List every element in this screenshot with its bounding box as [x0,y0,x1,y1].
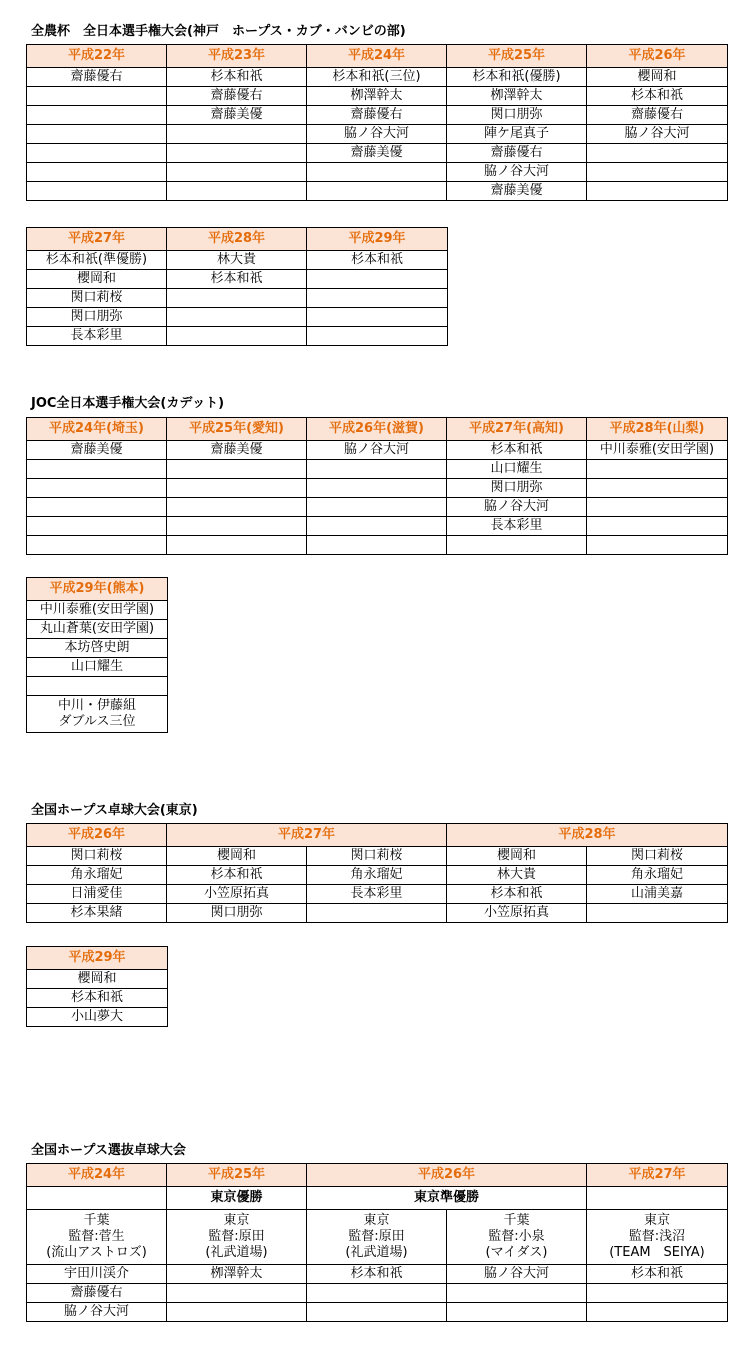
table-cell: 櫻岡和 [447,847,587,866]
table-cell: 杉本和祇 [167,68,307,87]
table-header-row [27,1164,728,1187]
table-cell: 櫻岡和 [167,847,307,866]
table-cell: 山浦美嘉 [587,885,728,904]
zennou-table-1 [26,44,728,201]
table-row [27,1303,728,1322]
table-row [27,677,168,696]
table-cell: 山口耀生 [27,658,168,677]
table-cell [27,87,167,106]
column-header: 平成25年 [447,45,587,68]
table-row [27,106,728,125]
table-cell: 関口朋弥 [447,106,587,125]
column-header: 平成29年(熊本) [27,578,168,601]
column-header: 平成27年 [587,1164,728,1187]
table-cell: 杉本和祇(三位) [307,68,447,87]
result-cell [587,1187,728,1210]
table-cell: 栁澤幹太 [307,87,447,106]
table-cell [307,1284,447,1303]
column-header: 平成26年 [307,1164,587,1187]
table-row [27,289,448,308]
table-cell: 小笠原拓真 [447,904,587,923]
table-cell [27,144,167,163]
table-cell: 本坊啓史朗 [27,639,168,658]
cell-line: ダブルス三位 [58,714,136,729]
table-cell [167,163,307,182]
table-cell: 杉本和祇 [307,1265,447,1284]
table-row [27,1265,728,1284]
joc-table-1 [26,417,728,555]
table-cell [587,144,728,163]
table-cell: 齋藤美優 [447,182,587,201]
table-row [27,182,728,201]
table-cell: 脇ノ谷大河 [447,498,587,517]
table-cell: 杉本和祇 [307,251,448,270]
table-cell [167,125,307,144]
table-row [27,658,168,677]
table-cell: 栁澤幹太 [447,87,587,106]
table-cell: 脇ノ谷大河 [27,1303,167,1322]
team-club: (流山アストロズ) [46,1245,147,1260]
table-cell [307,536,447,555]
column-header: 平成27年 [27,228,167,251]
team-club: (TEAM SEIYA) [609,1245,705,1260]
table-row [27,460,728,479]
table-cell [27,106,167,125]
result-cell: 東京準優勝 [307,1187,587,1210]
table-cell: 角永瑠妃 [587,866,728,885]
table-cell [167,289,307,308]
table-cell [587,536,728,555]
table-row [27,87,728,106]
table-cell: 小山夢大 [27,1008,168,1027]
table-cell [587,498,728,517]
table-cell [167,460,307,479]
table-row [27,270,448,289]
table-cell [447,1284,587,1303]
table-header-row [27,947,168,970]
table-cell [587,163,728,182]
table-cell [587,904,728,923]
table-row [27,847,728,866]
table-cell [587,517,728,536]
team-row [27,1210,728,1265]
table-header-row [27,824,728,847]
table-cell [167,144,307,163]
table-cell: 齋藤美優 [27,441,167,460]
team-pref: 千葉 [503,1213,530,1228]
column-header: 平成29年 [307,228,448,251]
table-row [27,866,728,885]
table-row [27,68,728,87]
table-row [27,251,448,270]
team-pref: 東京 [643,1213,670,1228]
result-cell: 東京優勝 [167,1187,307,1210]
table-row [27,498,728,517]
column-header: 平成27年(高知) [447,418,587,441]
table-cell [307,517,447,536]
team-pref: 東京 [223,1213,250,1228]
table-cell [27,517,167,536]
column-header: 平成29年 [27,947,168,970]
table-cell: 関口莉桜 [27,289,167,308]
table-cell [167,479,307,498]
table-row [27,601,168,620]
column-header: 平成25年 [167,1164,307,1187]
table-row [27,125,728,144]
zennou-table-2 [26,227,448,346]
table-cell: 中川泰雅(安田学園) [587,441,728,460]
table-cell [27,163,167,182]
table-cell: 杉本和祇(準優勝) [27,251,167,270]
table-cell [27,182,167,201]
table-cell: 脇ノ谷大河 [587,125,728,144]
table-cell: 齋藤優右 [167,87,307,106]
team-cell [587,1210,728,1265]
section-title-joc: JOC全日本選手権大会(カデット) [31,396,225,411]
section-title-senbatsu: 全国ホープス選抜卓球大会 [31,1143,186,1158]
team-cell [307,1210,447,1265]
table-cell: 齋藤美優 [167,106,307,125]
table-cell: 中川泰雅(安田学園) [27,601,168,620]
table-header-row [27,578,168,601]
table-cell: 杉本和祇 [167,270,307,289]
table-cell [447,536,587,555]
table-cell: 杉本和祇 [587,1265,728,1284]
table-cell [167,536,307,555]
column-header: 平成27年 [167,824,447,847]
table-cell [587,479,728,498]
table-cell [27,696,168,733]
table-cell: 関口莉桜 [307,847,447,866]
table-cell: 関口朋弥 [27,308,167,327]
team-coach: 監督:原田 [348,1229,405,1244]
table-cell [307,327,448,346]
team-club: (マイダス) [485,1245,548,1260]
table-cell [307,270,448,289]
table-row [27,989,168,1008]
table-cell [167,182,307,201]
table-row [27,517,728,536]
table-row [27,885,728,904]
team-club: (礼武道場) [205,1245,268,1260]
team-coach: 監督:小泉 [488,1229,545,1244]
table-cell: 丸山蒼葉(安田学園) [27,620,168,639]
team-cell [167,1210,307,1265]
table-cell: 櫻岡和 [587,68,728,87]
table-cell: 長本彩里 [27,327,167,346]
table-cell: 杉本和祇 [587,87,728,106]
table-cell: 山口耀生 [447,460,587,479]
table-cell [307,182,447,201]
table-cell: 角永瑠妃 [27,866,167,885]
table-cell [587,1284,728,1303]
table-cell: 林大貴 [447,866,587,885]
table-cell: 櫻岡和 [27,970,168,989]
column-header: 平成28年 [167,228,307,251]
table-row [27,1008,168,1027]
table-cell [167,498,307,517]
table-row [27,904,728,923]
team-pref: 千葉 [83,1213,110,1228]
table-cell: 陣ケ尾真子 [447,125,587,144]
column-header: 平成25年(愛知) [167,418,307,441]
section-title-zennou: 全農杯 全日本選手権大会(神戸 ホープス・カブ・バンビの部) [31,24,406,39]
column-header: 平成24年 [27,1164,167,1187]
table-cell [307,1303,447,1322]
table-cell: 小笠原拓真 [167,885,307,904]
result-cell [27,1187,167,1210]
table-cell: 脇ノ谷大河 [307,441,447,460]
table-cell [307,289,448,308]
table-row [27,479,728,498]
team-pref: 東京 [363,1213,390,1228]
table-cell: 林大貴 [167,251,307,270]
table-cell [27,677,168,696]
team-coach: 監督:菅生 [68,1229,125,1244]
section-title-hopes: 全国ホープス卓球大会(東京) [31,803,198,818]
column-header: 平成26年(滋賀) [307,418,447,441]
table-cell: 杉本和祇 [167,866,307,885]
table-cell: 関口莉桜 [587,847,728,866]
table-cell: 杉本和祇 [447,885,587,904]
table-cell [307,308,448,327]
column-header: 平成24年(埼玉) [27,418,167,441]
hopes-table-1 [26,823,728,923]
table-row [27,327,448,346]
result-row [27,1187,728,1210]
table-cell: 齋藤優右 [447,144,587,163]
table-row [27,1284,728,1303]
senbatsu-table [26,1163,728,1322]
team-club: (礼武道場) [345,1245,408,1260]
column-header: 平成26年 [587,45,728,68]
table-cell: 脇ノ谷大河 [447,1265,587,1284]
table-cell [167,308,307,327]
table-cell [307,498,447,517]
table-cell: 杉本果緒 [27,904,167,923]
table-cell: 齋藤優右 [587,106,728,125]
table-header-row [27,45,728,68]
table-cell: 脇ノ谷大河 [307,125,447,144]
cell-line: 中川・伊藤組 [57,698,136,713]
column-header: 平成24年 [307,45,447,68]
table-cell [307,163,447,182]
table-cell: 齋藤美優 [307,144,447,163]
joc-table-2 [26,577,168,733]
table-cell: 日浦愛佳 [27,885,167,904]
table-cell: 関口朋弥 [447,479,587,498]
team-cell [447,1210,587,1265]
table-cell: 脇ノ谷大河 [447,163,587,182]
column-header: 平成23年 [167,45,307,68]
table-cell [167,327,307,346]
table-cell: 櫻岡和 [27,270,167,289]
table-cell [447,1303,587,1322]
table-row [27,308,448,327]
table-row [27,970,168,989]
table-cell: 長本彩里 [307,885,447,904]
table-cell [307,479,447,498]
table-cell: 栁澤幹太 [167,1265,307,1284]
table-cell: 関口莉桜 [27,847,167,866]
column-header: 平成26年 [27,824,167,847]
table-header-row [27,228,448,251]
team-coach: 監督:原田 [208,1229,265,1244]
table-cell [167,517,307,536]
table-cell: 杉本和祇(優勝) [447,68,587,87]
table-cell: 齋藤優右 [27,1284,167,1303]
table-row [27,639,168,658]
table-cell: 長本彩里 [447,517,587,536]
table-cell: 杉本和祇 [27,989,168,1008]
table-cell: 齋藤美優 [167,441,307,460]
table-cell: 杉本和祇 [447,441,587,460]
table-row [27,620,168,639]
table-cell [27,479,167,498]
table-cell [587,1303,728,1322]
table-row [27,696,168,733]
column-header: 平成28年 [447,824,728,847]
table-cell [27,536,167,555]
table-cell [167,1303,307,1322]
table-cell: 齋藤優右 [27,68,167,87]
table-cell [27,498,167,517]
team-coach: 監督:浅沼 [628,1229,686,1244]
table-row [27,536,728,555]
team-cell [27,1210,167,1265]
column-header: 平成28年(山梨) [587,418,728,441]
table-cell [167,1284,307,1303]
table-cell [307,460,447,479]
column-header: 平成22年 [27,45,167,68]
table-row [27,441,728,460]
table-cell [27,125,167,144]
table-cell [587,182,728,201]
table-cell: 齋藤優右 [307,106,447,125]
table-header-row [27,418,728,441]
table-cell [587,460,728,479]
table-cell: 角永瑠妃 [307,866,447,885]
table-cell [27,460,167,479]
table-row [27,144,728,163]
hopes-table-2 [26,946,168,1027]
table-cell [307,904,447,923]
table-cell: 宇田川渓介 [27,1265,167,1284]
table-row [27,163,728,182]
table-cell: 関口朋弥 [167,904,307,923]
